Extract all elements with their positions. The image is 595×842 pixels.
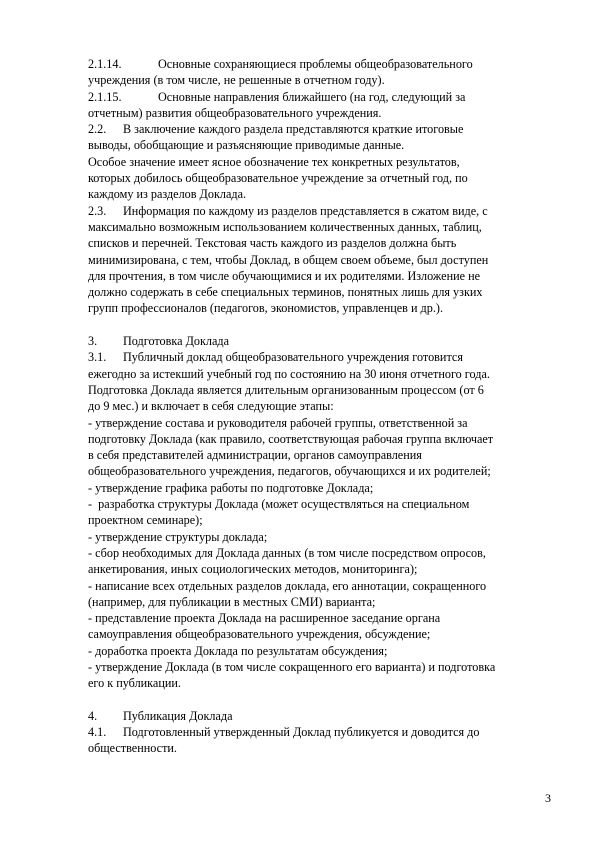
blank-line: [88, 692, 548, 708]
item-number: 3.1.: [88, 350, 107, 365]
text-line: должно содержать в себе специальных терминов, понятных лишь для узких: [88, 285, 483, 300]
text-line: списков и перечней. Текстовая часть каждого из разделов должна быть: [88, 236, 457, 251]
list-item: - сбор необходимых для Доклада данных (в том числе посредством опросов,: [88, 545, 486, 560]
item-number: 2.1.15.: [88, 89, 122, 104]
text-line: [88, 203, 548, 219]
blank-line: [88, 317, 548, 333]
text-line: Особое значение имеет ясное обозначение тех конкретных результатов,: [88, 154, 460, 169]
text-line: [88, 56, 548, 72]
text-line: подготовку Доклада (как правило, соответствующая рабочая группа включает: [88, 431, 494, 446]
line-text: Основные направления ближайшего (на год, следующий за: [158, 89, 466, 104]
item-number: 2.2.: [88, 122, 107, 137]
section-number: 4.: [88, 708, 98, 723]
text-line: выводы, обобщающие и разъясняющие приводимые данные.: [88, 138, 405, 153]
list-item: - утверждение Доклада (в том числе сокращенного его варианта) и подготовка: [88, 659, 496, 674]
line-text: Публичный доклад общеобразовательного учреждения готовится: [123, 350, 463, 365]
line-text: Основные сохраняющиеся проблемы общеобразовательного: [158, 57, 473, 71]
list-item: - утверждение состава и руководителя рабочей группы, ответственной за: [88, 415, 468, 430]
text-line: максимально возможным использованием количественных данных, таблиц,: [88, 219, 482, 234]
section-title: Подготовка Доклада: [123, 334, 230, 349]
text-line: учреждения (в том числе, не решенные в отчетном году).: [88, 73, 385, 88]
text-line: минимизирована, с тем, чтобы Доклад, в общем своем объеме, был доступен: [88, 252, 489, 267]
section-heading: [88, 708, 548, 724]
item-number: 4.1.: [88, 725, 107, 740]
line-text: В заключение каждого раздела представляются краткие итоговые: [123, 122, 464, 137]
text-line: ежегодно за истекший учебный год по состоянию на 30 июня отчетного года.: [88, 366, 490, 381]
text-line: [88, 89, 548, 105]
line-text: Подготовленный утвержденный Доклад публикуется и доводится до: [123, 725, 480, 740]
item-number: 2.1.14.: [88, 57, 122, 71]
list-item: - представление проекта Доклада на расширенное заседание органа: [88, 611, 441, 626]
document-body: [88, 56, 548, 757]
text-line: [88, 724, 548, 740]
text-line: анкетирования, иных социологических методов, мониторинга);: [88, 562, 418, 577]
text-line: его к публикации.: [88, 676, 181, 691]
page-number: 3: [545, 791, 551, 805]
text-line: [88, 349, 548, 365]
text-line: проектном семинаре);: [88, 513, 203, 528]
section-heading: [88, 333, 548, 349]
text-line: каждому из разделов Доклада.: [88, 187, 247, 202]
list-item: - разработка структуры Доклада (может осуществляться на специальном: [88, 497, 470, 512]
text-line: Подготовка Доклада является длительным организованным процессом (от 6: [88, 382, 484, 397]
text-line: для прочтения, в том числе обучающимися и их родителями. Изложение не: [88, 268, 481, 283]
text-line: (например, для публикации в местных СМИ) варианта;: [88, 594, 376, 609]
list-item: - написание всех отдельных разделов доклада, его аннотации, сокращенного: [88, 578, 487, 593]
text-line: которых добилось общеобразовательное учреждение за отчетный год, по: [88, 171, 468, 186]
text-line: [88, 121, 548, 137]
section-title: Публикация Доклада: [123, 708, 233, 723]
text-line: самоуправления общеобразовательного учреждения, обсуждение;: [88, 627, 431, 642]
list-item: - утверждение графика работы по подготовке Доклада;: [88, 480, 374, 495]
text-line: отчетным) развития общеобразовательного учреждения.: [88, 105, 382, 120]
section-number: 3.: [88, 334, 98, 349]
text-line: общеобразовательного учреждения, педагогов, обучающихся и их родителей;: [88, 464, 491, 479]
list-item: - доработка проекта Доклада по результатам обсуждения;: [88, 643, 388, 658]
line-text: Информация по каждому из разделов представляется в сжатом виде, с: [123, 203, 488, 218]
text-line: групп профессионалов (педагогов, экономистов, управленцев и др.).: [88, 301, 443, 316]
text-line: в себя представителей администрации, органов самоуправления: [88, 448, 422, 463]
list-item: - утверждение структуры доклада;: [88, 529, 268, 544]
item-number: 2.3.: [88, 203, 107, 218]
text-line: до 9 мес.) и включает в себя следующие этапы:: [88, 399, 334, 414]
text-line: общественности.: [88, 741, 177, 756]
